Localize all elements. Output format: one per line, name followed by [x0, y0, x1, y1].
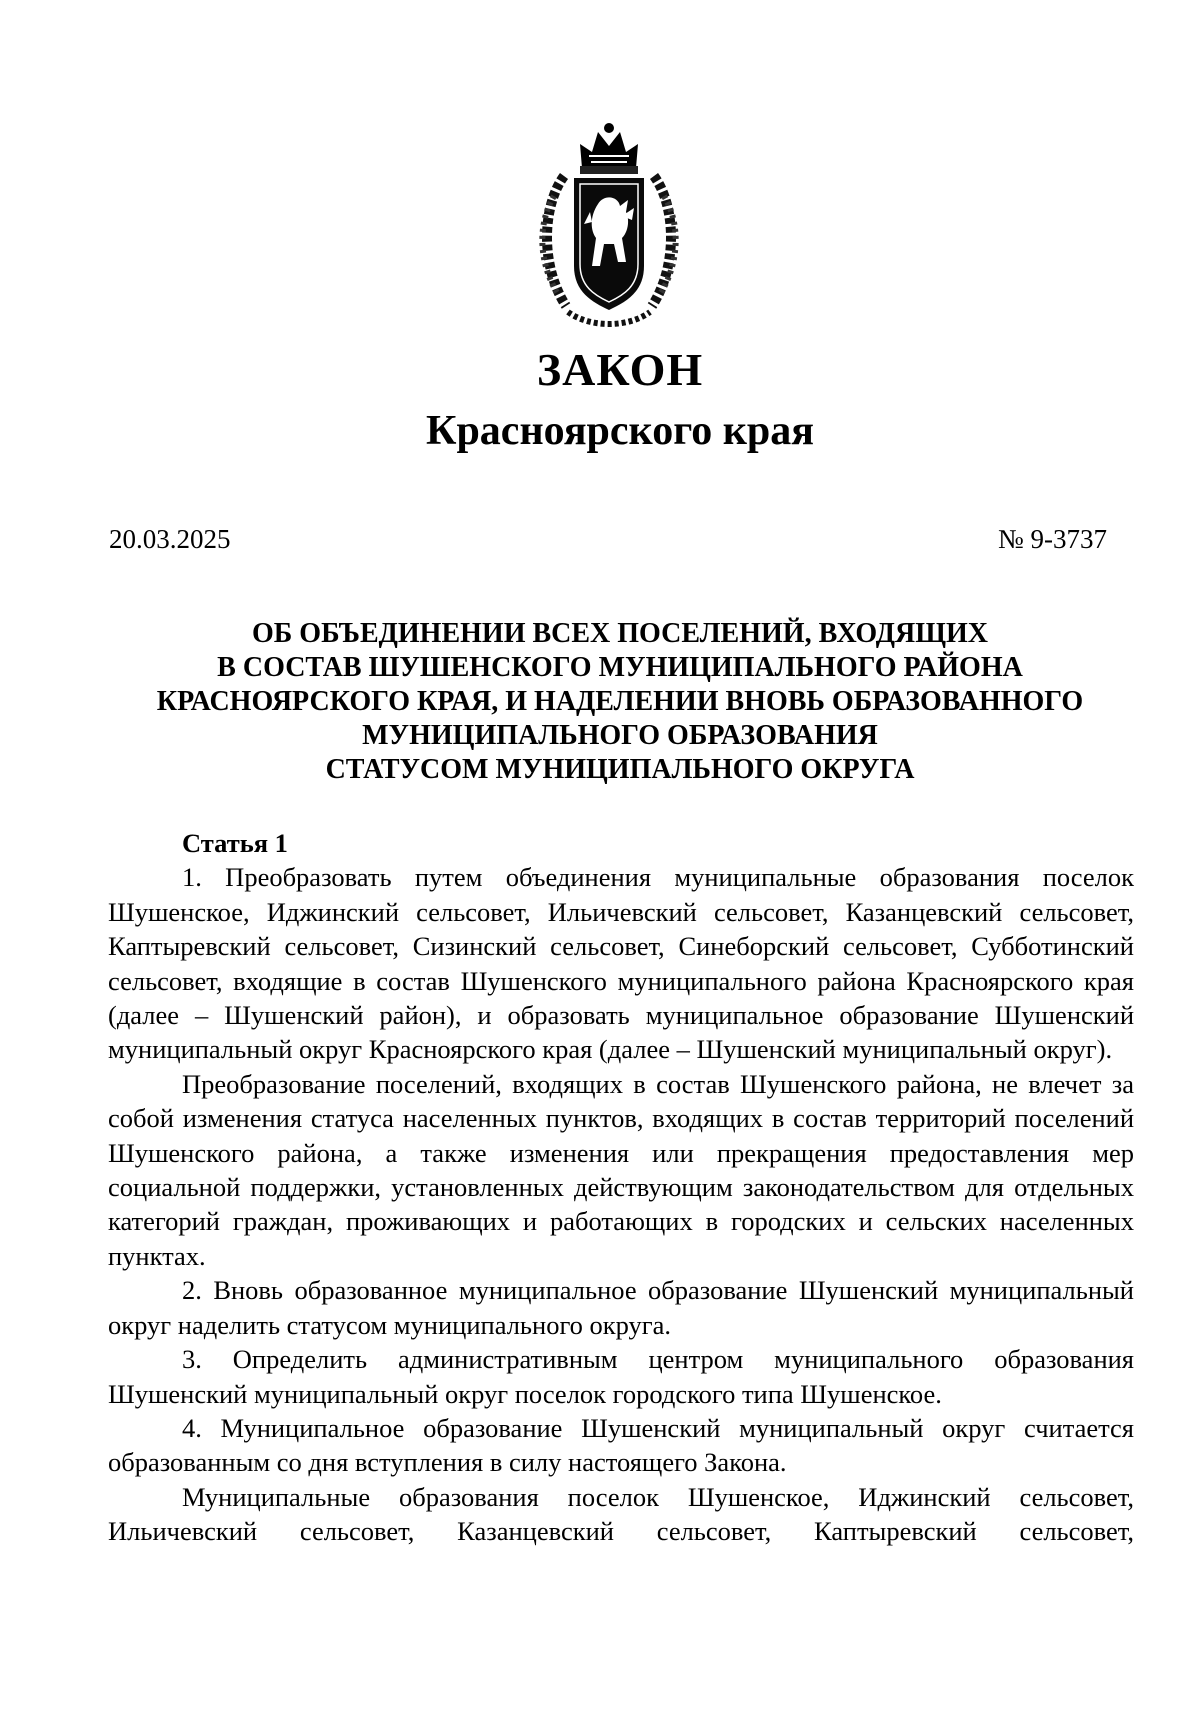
document-subtitle: Красноярского края	[425, 408, 815, 454]
heading-line: МУНИЦИПАЛЬНОГО ОБРАЗОВАНИЯ	[362, 720, 878, 751]
paragraph: 2. Вновь образованное муниципальное образование Шушенский муниципальный округ наделить статусом муниципального округа.	[108, 1275, 1134, 1340]
heading-line: ОБ ОБЪЕДИНЕНИИ ВСЕХ ПОСЕЛЕНИЙ, ВХОДЯЩИХ	[252, 618, 988, 649]
paragraph: Преобразование поселений, входящих в состав Шушенского района, не влечет за собой изменения статуса населенных пунктов, входящих в состав территорий поселений Шушенского района, а также изменения или прекращения предоставления мер социальной поддержки, установленных действующим законодательством для отдельных категорий граждан, проживающих и работающих в городских и сельских населенных пунктах.	[108, 1068, 1134, 1271]
law-heading	[100, 617, 1140, 787]
document-date: 20.03.2025	[109, 524, 231, 554]
document-title: ЗАКОН	[536, 344, 704, 395]
document-number: № 9-3737	[997, 524, 1107, 554]
heading-line: В СОСТАВ ШУШЕНСКОГО МУНИЦИПАЛЬНОГО РАЙОНА	[217, 652, 1023, 683]
document-body	[108, 826, 1134, 1549]
paragraph: 3. Определить административным центром муниципального образования Шушенский муниципальный округ поселок городского типа Шушенское.	[108, 1344, 1134, 1409]
paragraph: Муниципальные образования поселок Шушенское, Иджинский сельсовет, Ильичевский сельсовет, Казанцевский сельсовет, Каптыревский сельсовет,	[108, 1481, 1134, 1547]
coat-of-arms-icon	[534, 116, 684, 332]
paragraph: 1. Преобразовать путем объединения муниципальные образования поселок Шушенское, Иджинский сельсовет, Ильичевский сельсовет, Казанцевский сельсовет, Каптыревский сельсовет, Сизинский сельсовет, Синеборский сельсовет, Субботинский сельсовет, входящие в состав Шушенского муниципального района Красноярского края (далее – Шушенский район), и образовать муниципальное образование Шушенский муниципальный округ Красноярского края (далее – Шушенский муниципальный округ).	[108, 862, 1134, 1065]
article-title: Статья 1	[182, 828, 288, 858]
heading-line: СТАТУСОМ МУНИЦИПАЛЬНОГО ОКРУГА	[325, 754, 915, 785]
paragraph: 4. Муниципальное образование Шушенский муниципальный округ считается образованным со дня вступления в силу настоящего Закона.	[108, 1412, 1134, 1478]
heading-line: КРАСНОЯРСКОГО КРАЯ, И НАДЕЛЕНИИ ВНОВЬ ОБРАЗОВАННОГО	[156, 686, 1084, 717]
